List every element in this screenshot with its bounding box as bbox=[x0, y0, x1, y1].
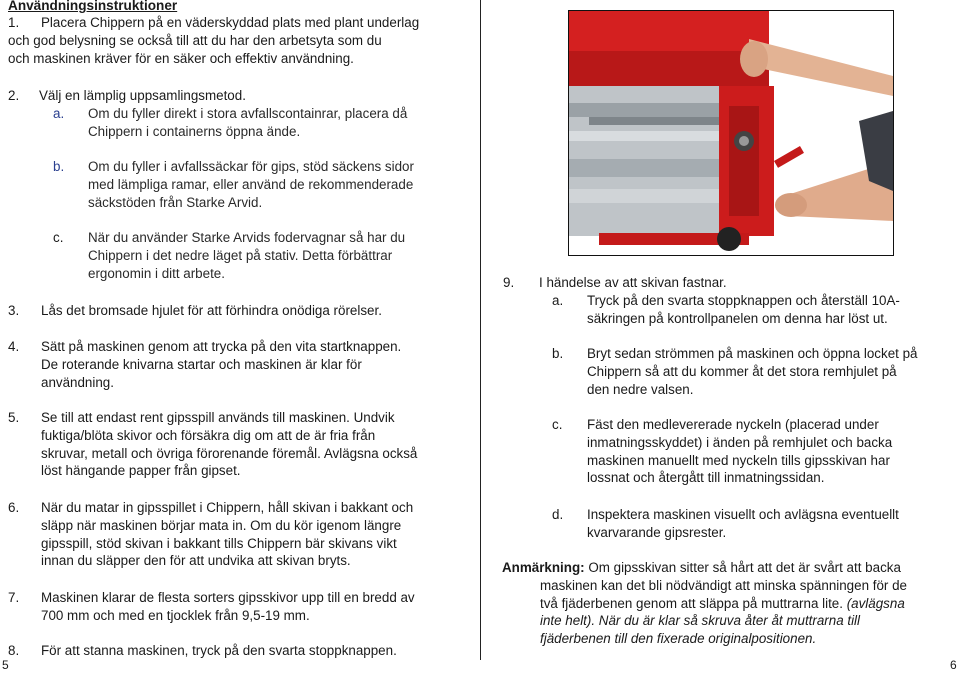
left-page bbox=[0, 0, 478, 675]
right-page bbox=[482, 0, 960, 675]
instruction-5: 5. Se till att endast rent gipsspill används till maskinen. Undvik fuktiga/blöta skivor och försäkra dig om att de är fria från skruvar, metall och övriga förorenande föremål. Avlägsna också löst hängande papper från gipset. bbox=[8, 410, 418, 479]
instruction-2c: c. När du använder Starke Arvids fodervagnar så har du Chippern i det nedre läget på stativ. Detta förbättrar ergonomin i ditt arbete. bbox=[53, 230, 406, 281]
instruction-9b: b. Bryt sedan strömmen på maskinen och öppna locket på Chippern så att du kommer åt det stora remhjulet på den nedre valsen. bbox=[552, 346, 918, 397]
instruction-9c: c. Fäst den medlevererade nyckeln (placerad under inmatningsskyddet) i änden på remhjulet och backa maskinen manuellt med nyckeln tills gipsskivan har lossnat och återgått till inmatningssidan. bbox=[552, 417, 893, 486]
instruction-1: 1. Placera Chippern på en väderskyddad plats med plant underlag och god belysning se också till att du har den arbetsyta som du och maskinen kräver för en säker och effektiv användning. bbox=[8, 15, 420, 66]
note-label: Anmärkning: bbox=[502, 560, 585, 575]
instruction-8: 8. För att stanna maskinen, tryck på den svarta stoppknappen. bbox=[8, 643, 397, 658]
note-block: Anmärkning: Om gipsskivan sitter så hårt att det är svårt att backa maskinen kan det bli nödvändigt att minska spänningen för de två fjäderbenen genom att släppa på muttrarna lite. (avlägsna inte helt). När du är klar så skruva åter åt muttrarna till fjäderbenen till den fixerade originalpositionen. bbox=[502, 560, 907, 647]
instruction-2: 2. Välj en lämplig uppsamlingsmetod. bbox=[8, 88, 246, 103]
page-divider bbox=[480, 0, 481, 660]
instruction-9: 9. I händelse av att skivan fastnar. bbox=[503, 275, 727, 290]
page-number-right: 6 bbox=[950, 658, 957, 672]
instruction-4: 4. Sätt på maskinen genom att trycka på den vita startknappen. De roterande knivarna startar och maskinen är klar för användning. bbox=[8, 339, 402, 390]
instruction-2a: a. Om du fyller direkt i stora avfallscontainrar, placera då Chippern i containerns öppna ände. bbox=[53, 106, 408, 139]
page-number-left: 5 bbox=[2, 658, 9, 672]
instruction-9a: a. Tryck på den svarta stoppknappen och återställ 10A- säkringen på kontrollpanelen om denna har löst ut. bbox=[552, 293, 900, 326]
instructions-title: Användningsinstruktioner bbox=[8, 0, 178, 13]
instruction-3: 3. Lås det bromsade hjulet för att förhindra onödiga rörelser. bbox=[8, 303, 382, 318]
instruction-7: 7. Maskinen klarar de flesta sorters gipsskivor upp till en bredd av 700 mm och med en tjocklek från 9,5-19 mm. bbox=[8, 590, 415, 623]
instruction-6: 6. När du matar in gipsspillet i Chippern, håll skivan i bakkant och släpp när maskinen börjar mata in. Om du kör igenom längre gipsspill, stöd skivan i bakkant tills Chippern bär skivans vikt innan du släpper den för att undvika att skivan bryts. bbox=[8, 500, 414, 569]
instruction-2b: b. Om du fyller i avfallssäckar för gips, stöd säckens sidor med lämpliga ramar, eller använd de rekommenderade säckstöden från Starke Arvid. bbox=[53, 159, 414, 210]
instruction-9d: d. Inspektera maskinen visuellt och avlägsna eventuellt kvarvarande gipsrester. bbox=[552, 507, 899, 540]
